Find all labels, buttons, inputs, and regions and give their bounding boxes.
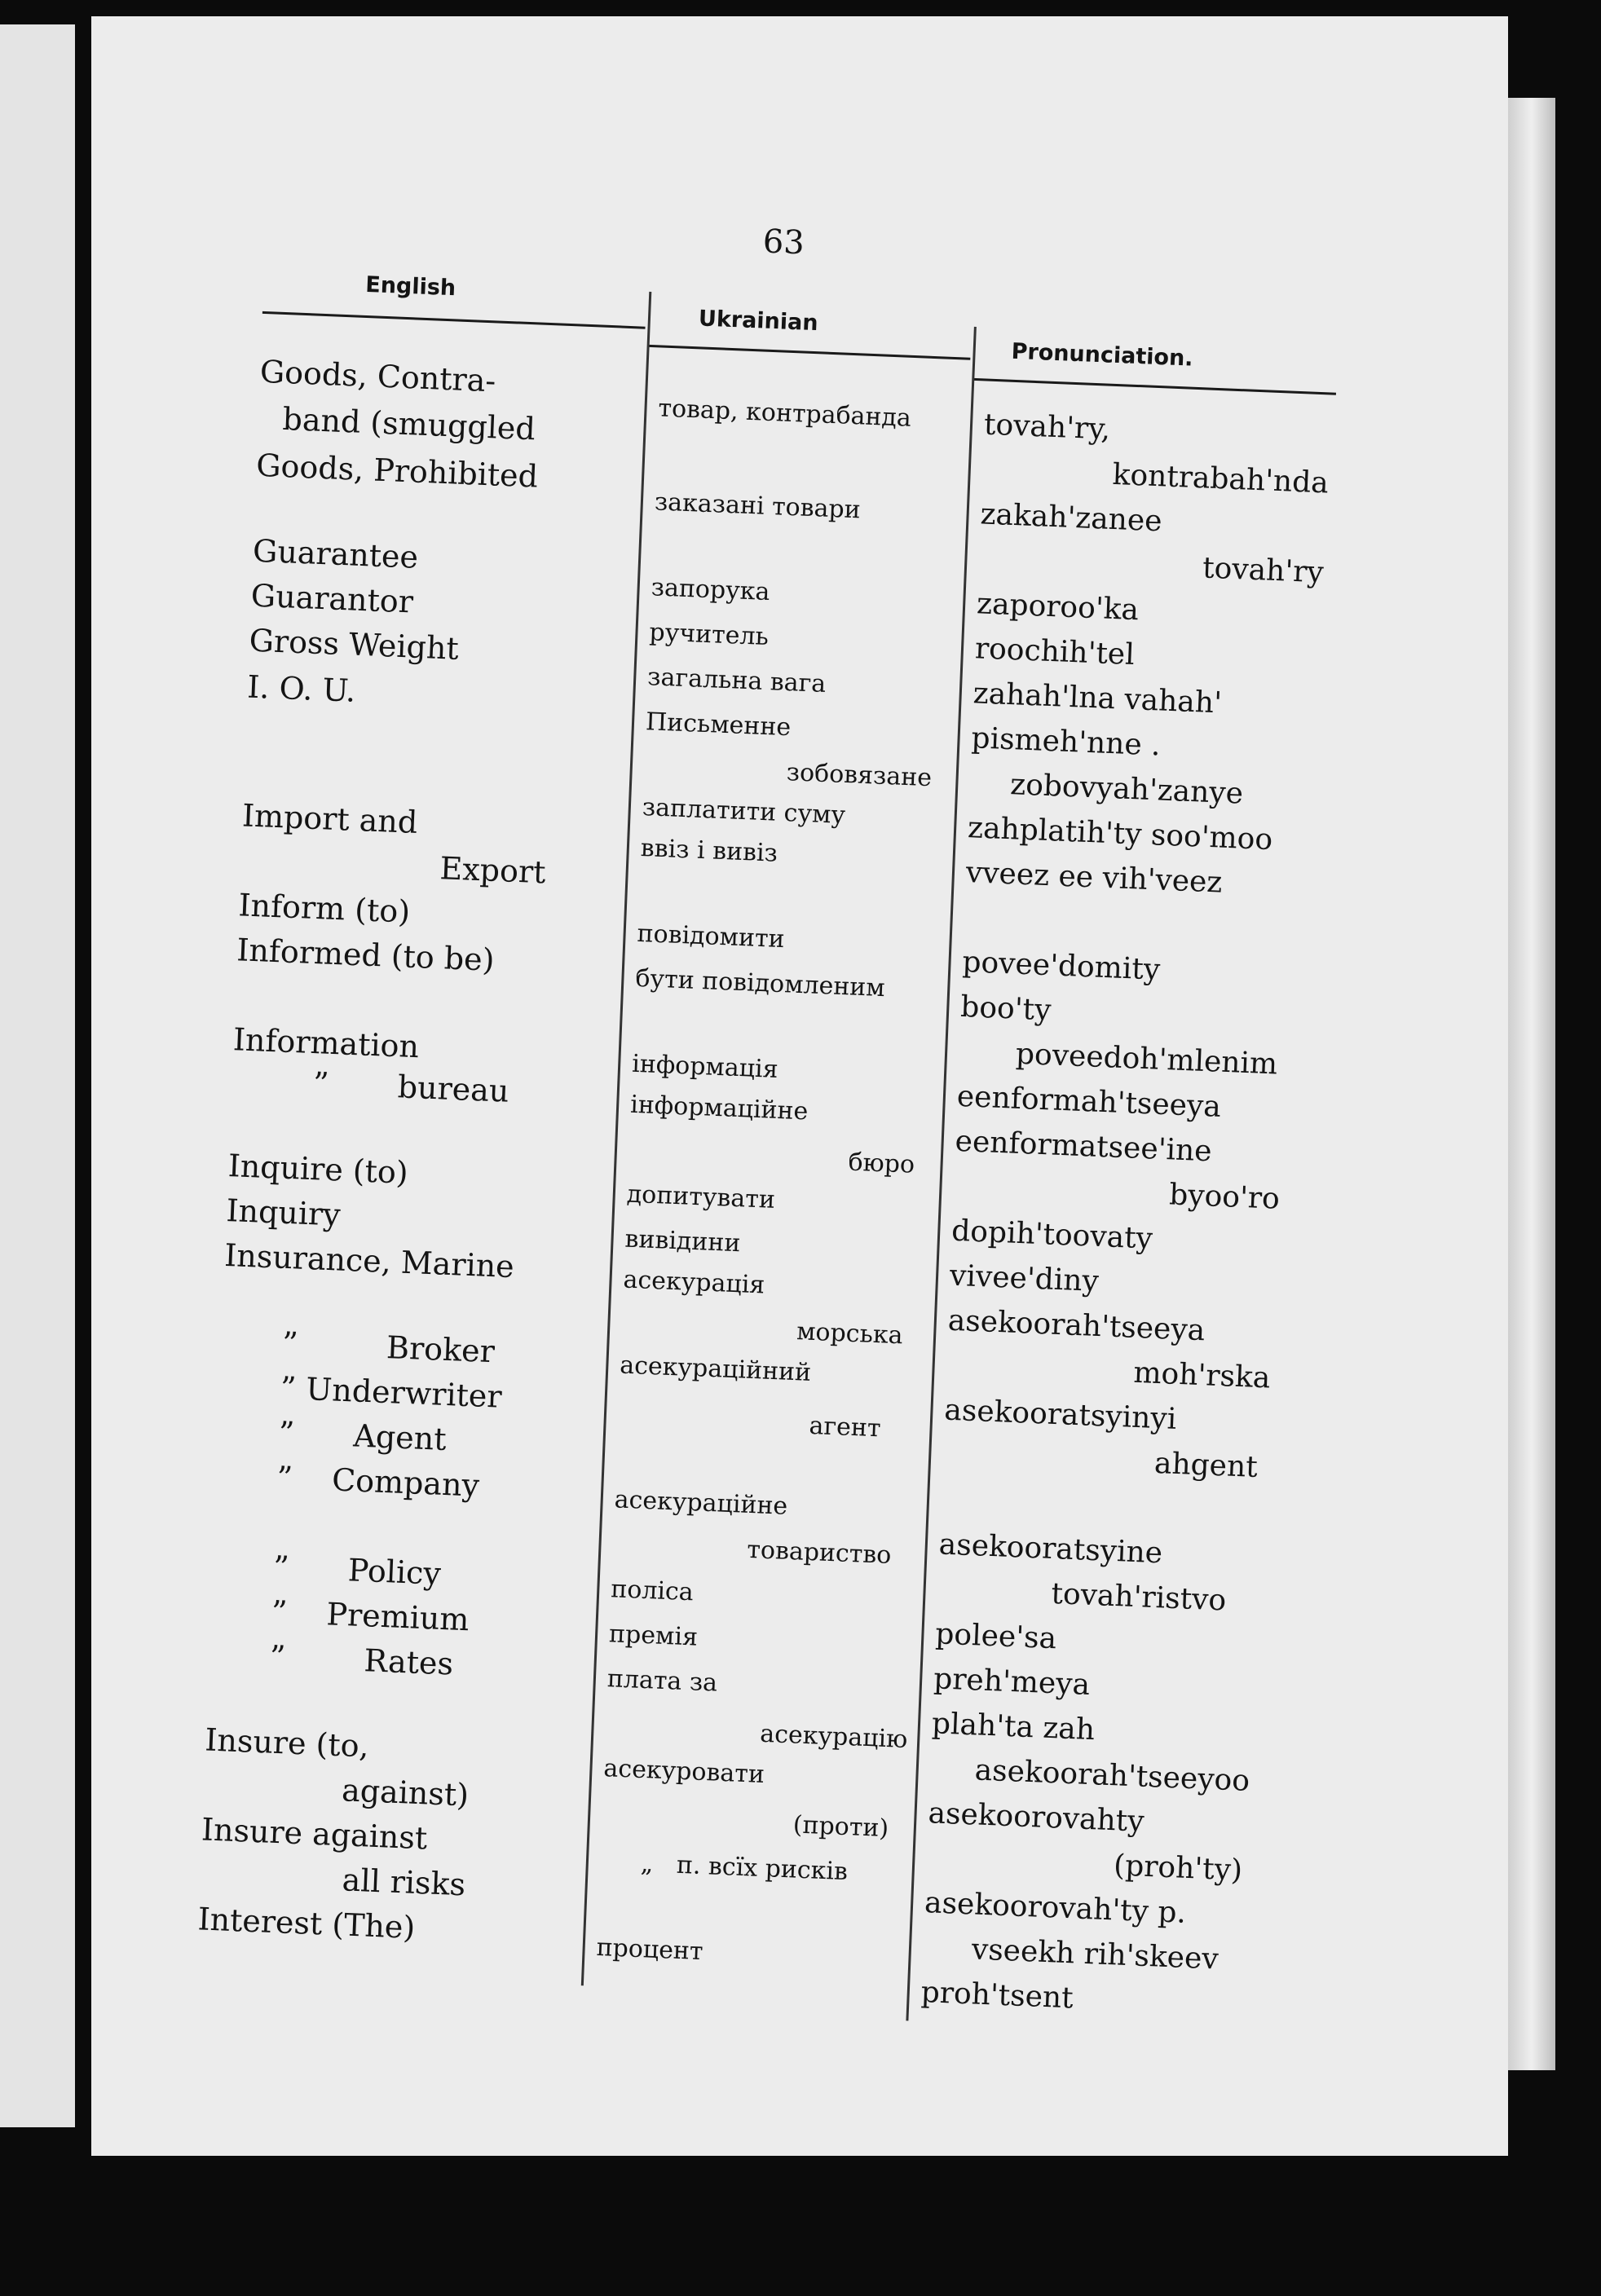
ukrainian-term: запорука bbox=[651, 573, 771, 607]
ukrainian-term: асекураційне bbox=[614, 1485, 788, 1521]
ukrainian-term: допитувати bbox=[626, 1179, 776, 1214]
ukrainian-term: бюро bbox=[847, 1148, 915, 1179]
english-term: Gross Weight bbox=[248, 622, 460, 667]
ukrainian-term: плата за bbox=[606, 1664, 718, 1698]
english-term: ” bureau bbox=[312, 1065, 510, 1109]
ukrainian-term: заказані товари bbox=[654, 487, 862, 525]
english-term: band (smuggled bbox=[281, 400, 536, 447]
ukrainian-term: зобовязане bbox=[786, 758, 933, 793]
ukrainian-term: бути повідомленим bbox=[634, 963, 886, 1003]
english-term: Goods, Contra- bbox=[259, 353, 497, 399]
pronunciation-term: roochih'tel bbox=[974, 632, 1136, 672]
pronunciation-term: moh'rska bbox=[1132, 1355, 1272, 1395]
ukrainian-term: процент bbox=[596, 1932, 704, 1967]
english-term: Guarantee bbox=[252, 532, 419, 575]
english-term: Insure (to, bbox=[204, 1721, 370, 1765]
pronunciation-term: plah'ta zah bbox=[931, 1707, 1096, 1747]
pronunciation-term: ahgent bbox=[1153, 1446, 1259, 1484]
english-term: ” Company bbox=[276, 1459, 480, 1504]
ukrainian-term: повідомити bbox=[636, 919, 786, 954]
book-page bbox=[91, 16, 1508, 2156]
page-content bbox=[91, 16, 1507, 2156]
pronunciation-term: vveez ee vih'veez bbox=[965, 856, 1224, 900]
english-term: Insure against bbox=[201, 1811, 429, 1857]
english-term: ” Premium bbox=[271, 1593, 470, 1638]
english-term: I. O. U. bbox=[246, 668, 357, 709]
column-divider-2 bbox=[906, 327, 976, 2021]
ukrainian-term: асекураційний bbox=[619, 1351, 812, 1387]
english-term: Import and bbox=[241, 797, 419, 840]
pronunciation-term: (proh'ty) bbox=[1113, 1849, 1243, 1888]
ukrainian-term: Письменне bbox=[645, 707, 792, 743]
pronunciation-term: tovah'ry bbox=[1202, 551, 1325, 590]
ukrainian-term: поліса bbox=[610, 1575, 695, 1607]
ukrainian-term: товариство bbox=[746, 1535, 892, 1571]
pronunciation-term: tovah'ry, bbox=[983, 408, 1112, 447]
english-term: Guarantor bbox=[250, 577, 414, 620]
pronunciation-term: zahah'lna vahah' bbox=[973, 676, 1223, 721]
english-term: Goods, Prohibited bbox=[255, 447, 539, 495]
header-english: English bbox=[364, 271, 456, 302]
pronunciation-term: zahplatih'ty soo'moo bbox=[967, 811, 1273, 857]
ukrainian-term: ввіз і вивіз bbox=[640, 834, 778, 868]
pronunciation-term: polee'sa bbox=[934, 1617, 1057, 1656]
english-term: Information bbox=[232, 1021, 420, 1065]
header-pronunciation: Pronunciation. bbox=[1011, 338, 1194, 372]
english-term: Export bbox=[439, 850, 547, 891]
english-term: ” Broker bbox=[281, 1324, 496, 1370]
pronunciation-term: asekoorah'tseeyoo bbox=[973, 1753, 1250, 1798]
ukrainian-term: „ п. всїх рисків bbox=[640, 1849, 849, 1887]
pronunciation-term: tovah'ristvo bbox=[1050, 1576, 1227, 1618]
pronunciation-term: poveedoh'mlenim bbox=[1015, 1037, 1278, 1082]
header-ukrainian: Ukrainian bbox=[698, 306, 819, 337]
pronunciation-term: asekoorah'tseeya bbox=[947, 1303, 1206, 1348]
pronunciation-term: preh'meya bbox=[933, 1662, 1091, 1702]
page-stack-edge bbox=[1508, 98, 1555, 2070]
english-term: against) bbox=[341, 1772, 470, 1813]
english-term: Inform (to) bbox=[237, 887, 411, 930]
ukrainian-term: інформаційне bbox=[629, 1090, 809, 1126]
pronunciation-term: boo'ty bbox=[959, 989, 1052, 1028]
pronunciation-term: kontrabah'nda bbox=[1111, 457, 1330, 500]
column-divider-1 bbox=[581, 292, 651, 1985]
pronunciation-term: pismeh'nne . bbox=[970, 721, 1162, 763]
ukrainian-term: премія bbox=[608, 1620, 699, 1652]
ukrainian-term: агент bbox=[808, 1411, 882, 1443]
pronunciation-term: zaporoo'ka bbox=[976, 587, 1140, 628]
ukrainian-term: асекурація bbox=[622, 1265, 765, 1300]
pronunciation-term: asekooratsyine bbox=[938, 1527, 1163, 1571]
english-term: all risks bbox=[341, 1862, 466, 1903]
ukrainian-term: товар, контрабанда bbox=[657, 394, 912, 433]
english-term: Inquiry bbox=[225, 1192, 342, 1233]
english-term: ” Policy bbox=[272, 1549, 442, 1592]
english-term: Inquire (to) bbox=[227, 1148, 409, 1191]
pronunciation-term: zakah'zanee bbox=[979, 497, 1163, 539]
english-term: Interest (The) bbox=[196, 1901, 417, 1946]
ukrainian-term: загальна вага bbox=[646, 663, 827, 698]
pronunciation-term: asekoorovahty bbox=[927, 1796, 1145, 1839]
pronunciation-term: asekooratsyinyi bbox=[943, 1393, 1178, 1436]
header-rule-english bbox=[262, 311, 646, 329]
pronunciation-term: proh'tsent bbox=[920, 1975, 1074, 2016]
ukrainian-term: інформація bbox=[631, 1049, 779, 1084]
ukrainian-term: вивідини bbox=[624, 1224, 742, 1258]
pronunciation-term: povee'domity bbox=[961, 945, 1161, 987]
pronunciation-term: dopih'toovaty bbox=[950, 1214, 1153, 1256]
ukrainian-term: морська bbox=[796, 1317, 904, 1351]
english-term: ” Agent bbox=[277, 1414, 448, 1457]
pronunciation-term: zobovyah'zanye bbox=[1009, 768, 1244, 811]
ukrainian-term: асекуровати bbox=[602, 1754, 765, 1789]
page-number: 63 bbox=[761, 223, 805, 262]
english-term: Informed (to be) bbox=[236, 932, 496, 978]
header-rule-pronunciation bbox=[973, 378, 1336, 395]
english-term: ” Rates bbox=[268, 1638, 454, 1682]
english-term: Insurance, Marine bbox=[223, 1236, 515, 1285]
header-rule-ukrainian bbox=[649, 345, 971, 360]
pronunciation-term: eenformatsee'ine bbox=[954, 1124, 1213, 1169]
ukrainian-term: ручитель bbox=[648, 618, 770, 652]
ukrainian-term: заплатити суму bbox=[642, 793, 846, 831]
ukrainian-term: (проти) bbox=[792, 1810, 889, 1844]
left-page-edge bbox=[0, 24, 75, 2127]
pronunciation-term: byoo'ro bbox=[1168, 1178, 1281, 1216]
ukrainian-term: асекурацію bbox=[759, 1719, 908, 1754]
english-term: ” Underwriter bbox=[280, 1369, 503, 1415]
pronunciation-term: asekoorovah'ty p. bbox=[924, 1886, 1187, 1930]
pronunciation-term: eenformah'tseeya bbox=[956, 1079, 1222, 1124]
pronunciation-term: vseekh rih'skeev bbox=[971, 1932, 1219, 1976]
pronunciation-term: vivee'diny bbox=[949, 1258, 1100, 1298]
